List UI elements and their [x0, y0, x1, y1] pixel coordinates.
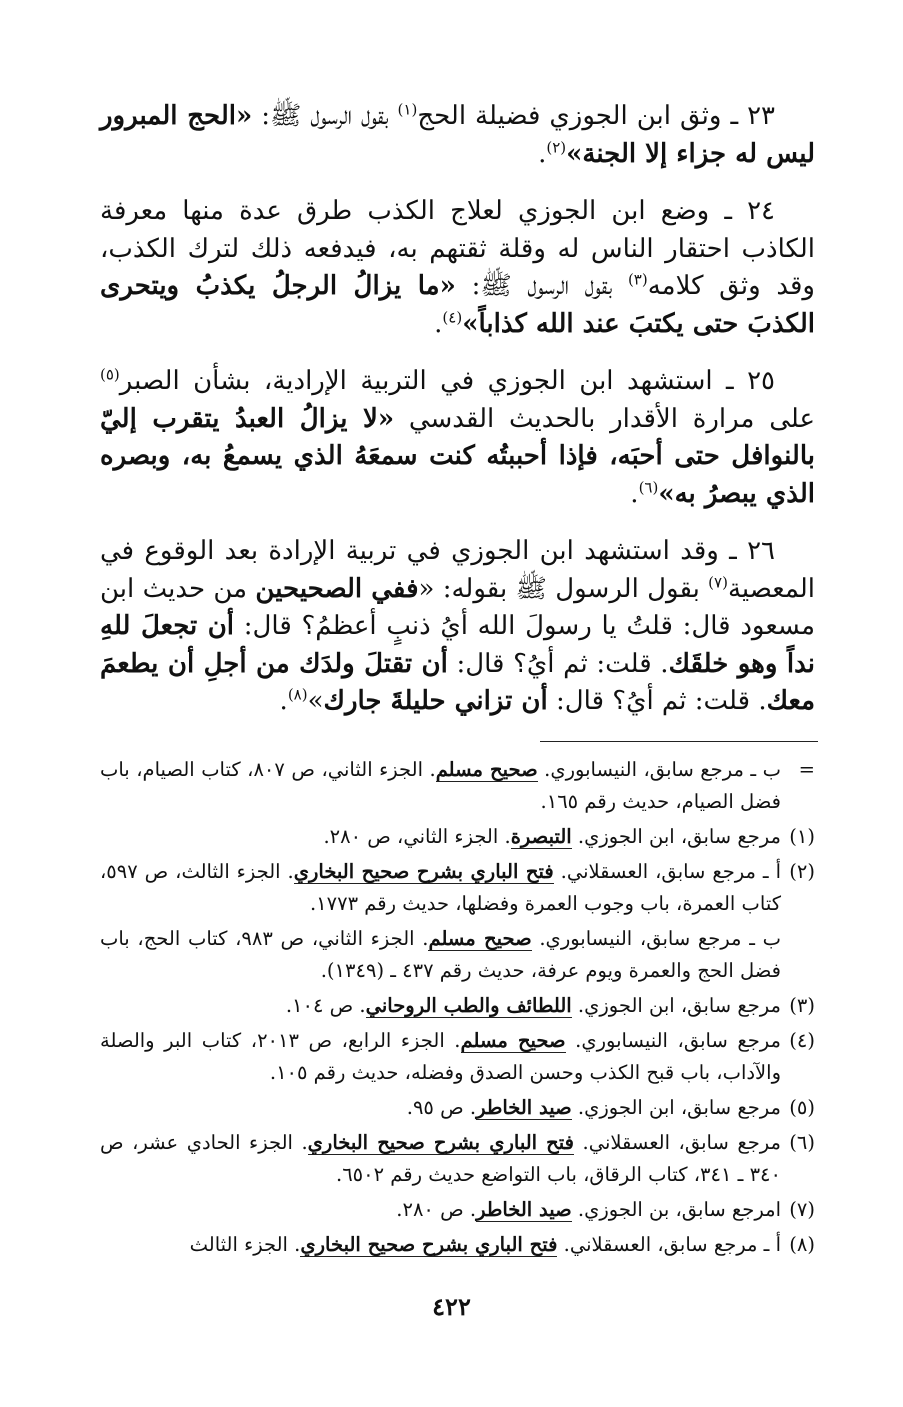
footnote-number: (٦)	[789, 1131, 815, 1154]
text-run: . الجزء الثاني، ص ٩٨٣، كتاب الحج، باب فضل الحج والعمرة ويوم عرفة، حديث رقم ٤٣٧ ـ (١٣٤٩).	[100, 927, 781, 982]
text-run: ب ـ مرجع سابق، النيسابوري.	[531, 927, 781, 950]
text-run: . الجزء الحادي عشر، ص ٣٤٠ ـ ٣٤١، كتاب الرقاق، باب التواضع حديث رقم ٦٥٠٢.	[100, 1131, 781, 1186]
text-run: مرجع سابق، ابن الجوزي.	[571, 1096, 781, 1119]
text-run: .	[434, 308, 443, 339]
book-title: فتح الباري بشرح صحيح البخاري	[307, 1131, 574, 1154]
text-run: ٢٤ ـ وضع ابن الجوزي لعلاج الكذب طرق عدة منها معرفة الكاذب احتقار الناس له وقلة ثقتهم به، فيدفعه ذلك لترك الكذب، وقد وثق كلامه	[100, 196, 815, 301]
paragraph-p25	[100, 363, 815, 513]
text-run: . الجزء الثاني، ص ٨٠٧، كتاب الصيام، باب فضل الصيام، حديث رقم ١٦٥.	[100, 758, 781, 813]
book-title: فتح الباري بشرح صحيح البخاري	[300, 1233, 558, 1256]
text-run: . الجزء الثالث، ص ٥٩٧، كتاب العمرة، باب وجوب العمرة وفضلها، حديث رقم ١٧٧٣.	[100, 860, 781, 915]
footnote-number	[781, 923, 815, 987]
footnote-text	[100, 1092, 781, 1124]
footnotes	[100, 754, 815, 1264]
footnote-marker: (٨)	[287, 685, 308, 704]
text-run: .	[279, 686, 288, 716]
footnote-marker: (٤)	[442, 307, 463, 326]
footnote-marker: (٦)	[638, 477, 659, 496]
footnote	[100, 754, 815, 818]
book-title: صيد الخاطر	[476, 1096, 572, 1119]
text-run: ٢٥ ـ استشهد ابن الجوزي في التربية الإرادية، بشأن الصبر	[119, 366, 775, 396]
text-run: . قلت: ثم أيُ؟ قال:	[447, 648, 669, 679]
text-run: . الجزء الثاني، ص ٢٨٠.	[323, 825, 511, 848]
text-run: . الجزء الرابع، ص ٢٠١٣، كتاب البر والصلة والآداب، باب قبح الكذب وحسن الصدق وفضله، حديث رقم ١٠٥.	[100, 1029, 781, 1084]
footnote-marker: (٥)	[100, 365, 120, 384]
footnote-marker: (٢)	[546, 137, 567, 156]
text-run: »	[307, 686, 324, 716]
text-run: . ص ١٠٤.	[285, 994, 366, 1017]
paragraph-p24	[100, 193, 815, 343]
footnote	[100, 923, 815, 987]
text-run: امرجع سابق، بن الجوزي.	[571, 1198, 781, 1221]
book-title: التبصرة	[510, 825, 572, 848]
footnote	[100, 1194, 815, 1226]
footnote	[100, 1025, 815, 1089]
quoted-hadith: «لا يزالُ العبدُ يتقرب إليّ بالنوافل حتى أحبَه، فإذا أحببتُه كنت سمعَهُ الذي يسمعُ به، وبصره الذي يبصرُ به»	[100, 403, 815, 509]
text-run: بقول الرسول ﷺ:	[252, 101, 398, 131]
text-run: ب ـ مرجع سابق، النيسابوري.	[537, 758, 781, 781]
footnote-number: (٤)	[789, 1029, 815, 1052]
footnote	[100, 1092, 815, 1124]
text-run: . ص ٩٥.	[406, 1096, 477, 1119]
footnote-marker: (٣)	[627, 270, 648, 289]
text-run: . ص ٢٨٠.	[396, 1198, 477, 1221]
text-run: .	[538, 138, 547, 169]
footnote	[100, 821, 815, 853]
text-run: . قلت: ثم أيُ؟ قال:	[547, 686, 767, 716]
book-title: اللطائف والطب الروحاني	[365, 994, 572, 1017]
footnote-text	[100, 923, 781, 987]
footnote-text	[100, 856, 781, 920]
text-run: أ ـ مرجع سابق، العسقلاني.	[553, 860, 781, 883]
quoted-hadith: «ما يزالُ الرجلُ يكذبُ ويتحرى الكذبَ حتى يكتبَ عند الله كذاباً»	[100, 271, 815, 339]
text-run: . الجزء الثالث	[189, 1233, 301, 1256]
footnote-number: =	[798, 758, 815, 781]
footnote-text	[100, 990, 781, 1022]
footnote-separator	[540, 741, 818, 742]
footnote	[100, 856, 815, 920]
footnote-number: (١)	[789, 825, 815, 848]
footnote	[100, 1229, 815, 1261]
book-title: صحيح مسلم	[435, 758, 538, 781]
footnote	[100, 1127, 815, 1191]
quoted-hadith: «الحج المبرور ليس له جزاء إلا الجنة»	[100, 101, 815, 169]
text-run: أ ـ مرجع سابق، العسقلاني.	[557, 1233, 781, 1256]
book-title: فتح الباري بشرح صحيح البخاري	[293, 860, 554, 883]
paragraph-p26	[100, 533, 815, 721]
footnote-number: (٨)	[789, 1233, 815, 1256]
text-run: ٢٦ ـ وقد استشهد ابن الجوزي في تربية الإرادة بعد الوقوع في المعصية	[100, 536, 816, 604]
book-title: صحيح مسلم	[428, 927, 532, 950]
main-text	[100, 98, 815, 741]
text-run: على مرارة الأقدار بالحديث القدسي	[394, 403, 815, 434]
footnote-number: (٧)	[789, 1198, 815, 1221]
text-run: مرجع سابق، ابن الجوزي.	[571, 825, 781, 848]
footnote-number: (٢)	[789, 860, 815, 883]
footnote-number: (٥)	[789, 1096, 815, 1119]
text-run: من حديث ابن مسعود قال: قلتُ يا رسولَ الله أيُ ذنبٍ أعظمُ؟ قال:	[100, 573, 815, 641]
footnote-marker: (٧)	[708, 572, 728, 591]
footnote-marker: (١)	[397, 100, 418, 119]
text-run: مرجع سابق، ابن الجوزي.	[571, 994, 781, 1017]
footnote-text	[100, 1127, 781, 1191]
quoted-hadith: أن تقتلَ ولدَك من أجلِ أن يطعمَ معك	[100, 648, 815, 716]
quoted-hadith: أن تزاني حليلةَ جارك	[323, 686, 548, 716]
text-run: .	[630, 478, 639, 509]
quoted-hadith: ففي الصحيحين	[255, 573, 419, 604]
footnote-text	[100, 821, 781, 853]
footnote-number: (٣)	[789, 994, 815, 1017]
footnote-text	[100, 1229, 781, 1261]
footnote-text	[100, 1194, 781, 1226]
book-title: صحيح مسلم	[460, 1029, 566, 1052]
text-run: مرجع سابق، النيسابوري.	[565, 1029, 781, 1052]
text-run: مرجع سابق، العسقلاني.	[573, 1131, 781, 1154]
text-run: ٢٣ ـ وثق ابن الجوزي فضيلة الحج	[417, 101, 776, 131]
book-title: صيد الخاطر	[476, 1198, 572, 1221]
quoted-hadith: أن تجعلَ للهِ نداً وهو خلقَك	[100, 611, 815, 679]
footnote	[100, 990, 815, 1022]
footnote-text	[100, 754, 781, 818]
footnote-text	[100, 1025, 781, 1089]
page-number: ٤٢٢	[432, 1292, 471, 1321]
text-run: بقول الرسول ﷺ:	[455, 271, 628, 301]
text-run: بقول الرسول ﷺ بقوله: «	[418, 573, 709, 604]
paragraph-p23	[100, 98, 815, 173]
